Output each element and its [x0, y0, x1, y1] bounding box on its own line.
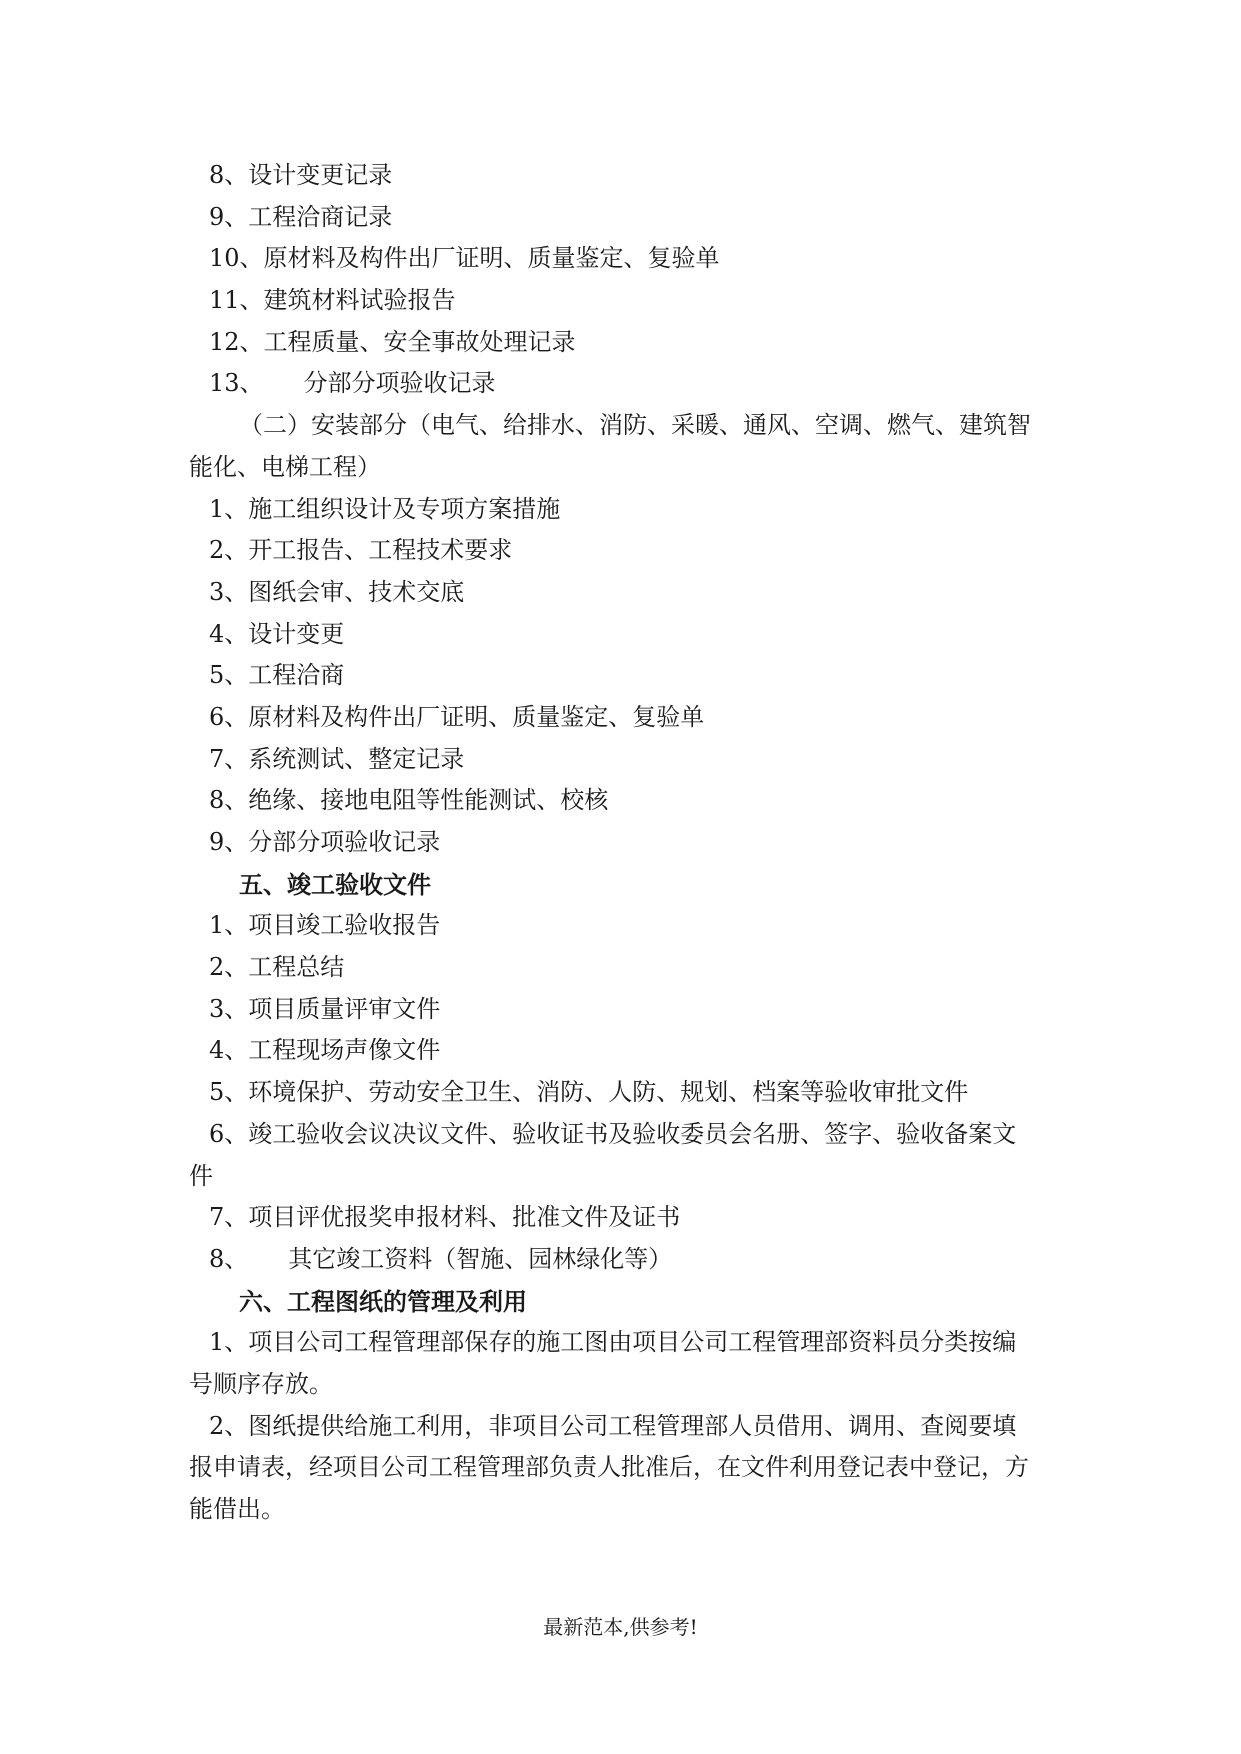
paragraph-continuation: 能化、电梯工程） [189, 452, 381, 481]
list-item: 7、项目评优报奖申报材料、批准文件及证书 [209, 1203, 681, 1232]
list-item-number: 8、 [209, 1244, 249, 1273]
list-item: 5、环境保护、劳动安全卫生、消防、人防、规划、档案等验收审批文件 [209, 1078, 969, 1107]
paragraph-continuation: 能借出。 [189, 1495, 285, 1523]
list-item: 3、项目质量评审文件 [209, 994, 441, 1023]
document-body [189, 155, 1059, 1531]
list-item: 8、绝缘、接地电阻等性能测试、校核 [209, 786, 609, 815]
list-item-text: 分部分项验收记录 [303, 369, 496, 398]
list-item: 5、工程洽商 [209, 661, 345, 690]
list-item-text: 其它竣工资料（智施、园林绿化等） [288, 1244, 673, 1273]
list-item: 1、项目公司工程管理部保存的施工图由项目公司工程管理部资料员分类按编 [209, 1328, 1017, 1357]
paragraph-continuation: 号顺序存放。 [189, 1369, 333, 1398]
list-item: 12、工程质量、安全事故处理记录 [209, 327, 576, 356]
list-item-number: 13、 [209, 369, 264, 398]
paragraph-continuation: 报申请表，经项目公司工程管理部负责人批准后，在文件利用登记表中登记，方 [189, 1453, 1029, 1482]
list-item: 6、原材料及构件出厂证明、质量鉴定、复验单 [209, 702, 705, 731]
list-item: 11、建筑材料试验报告 [209, 286, 456, 315]
subsection-title: （二）安装部分（电气、给排水、消防、采暖、通风、空调、燃气、建筑智 [239, 411, 1031, 440]
section-heading: 六、工程图纸的管理及利用 [239, 1286, 527, 1316]
list-item: 10、原材料及构件出厂证明、质量鉴定、复验单 [209, 244, 720, 273]
section-heading: 五、竣工验收文件 [239, 869, 431, 899]
list-item: 1、项目竣工验收报告 [209, 911, 441, 940]
page-footer: 最新范本,供参考! [543, 1615, 698, 1639]
list-item: 2、开工报告、工程技术要求 [209, 536, 513, 565]
list-item: 1、施工组织设计及专项方案措施 [209, 494, 561, 523]
list-item: 7、系统测试、整定记录 [209, 744, 465, 773]
list-item [189, 1239, 1059, 1281]
list-item: 4、工程现场声像文件 [209, 1036, 441, 1065]
list-item: 2、工程总结 [209, 953, 345, 982]
paragraph-continuation: 件 [189, 1161, 213, 1190]
list-item: 2、图纸提供给施工利用，非项目公司工程管理部人员借用、调用、查阅要填 [209, 1411, 1017, 1440]
list-item: 8、设计变更记录 [209, 161, 393, 189]
list-item: 3、图纸会审、技术交底 [209, 577, 465, 606]
list-item: 4、设计变更 [209, 619, 345, 648]
list-item [189, 363, 1059, 405]
list-item: 9、分部分项验收记录 [209, 828, 441, 856]
list-item: 6、竣工验收会议决议文件、验收证书及验收委员会名册、签字、验收备案文 [209, 1119, 1017, 1148]
list-item: 9、工程洽商记录 [209, 202, 393, 231]
